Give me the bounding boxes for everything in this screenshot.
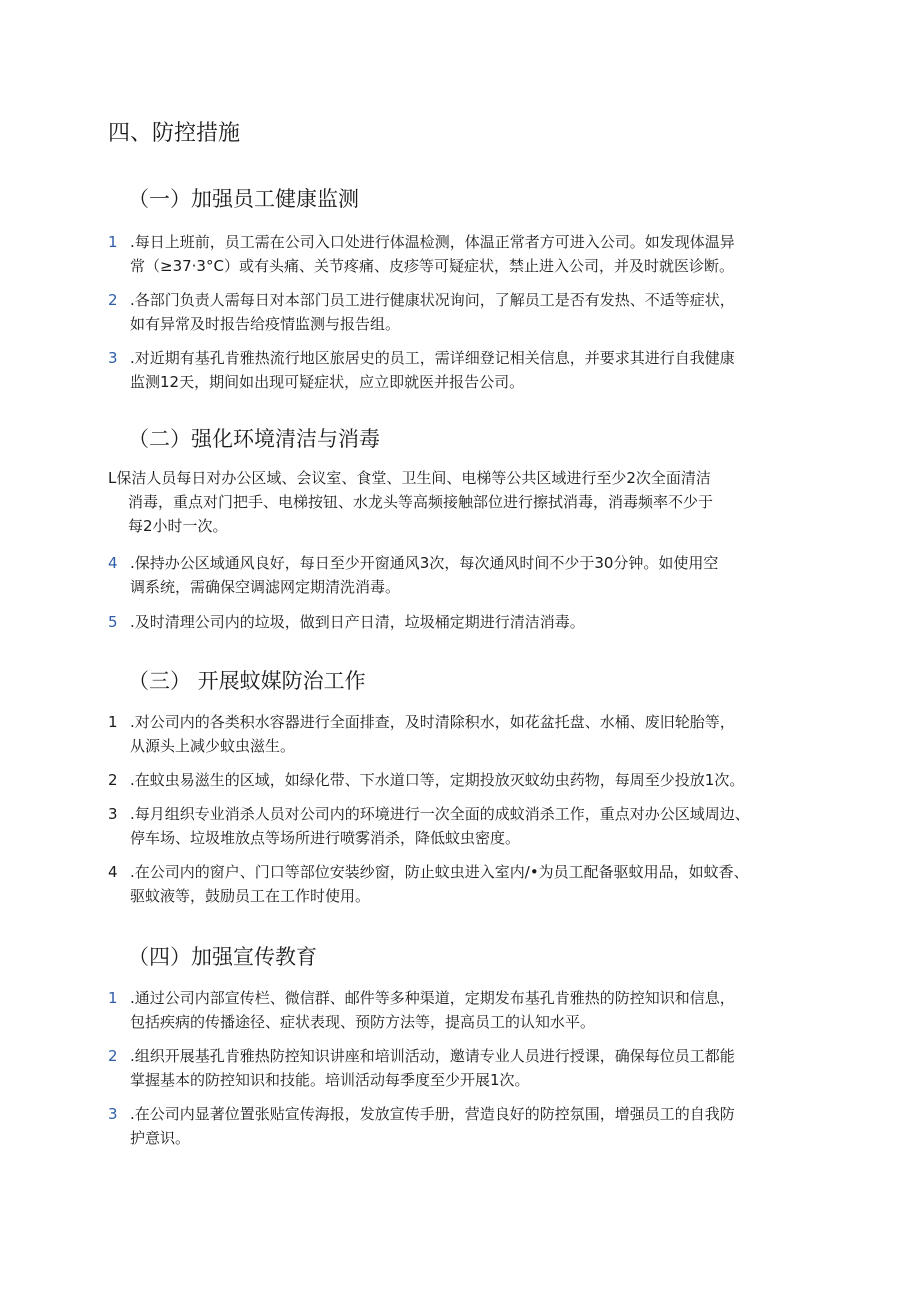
item-text-line: .在公司内显著位置张贴宣传海报，发放宣传手册，营造良好的防控氛围，增强员工的自我防 <box>130 1105 735 1123</box>
item-text-line: .各部门负责人需每日对本部门员工进行健康状况询问，了解员工是否有发热、不适等症状， <box>130 291 735 309</box>
item-text-line: .组织开展基孔肯雅热防控知识讲座和培训活动，邀请专业人员进行授课，确保每位员工都能 <box>130 1047 735 1065</box>
item-text-line: 包括疾病的传播途径、症状表现、预防方法等，提高员工的认知水平。 <box>130 1013 596 1031</box>
item-number: 3 <box>108 805 118 823</box>
section-title: （三） 开展蚊媒防治工作 <box>128 669 366 693</box>
item-text-line: 每2小时一次。 <box>128 517 228 535</box>
item-text-line: 掌握基本的防控知识和技能。培训活动每季度至少开展1次。 <box>130 1071 530 1089</box>
item-text-line: 从源头上减少蚊虫滋生。 <box>130 737 296 755</box>
item-text-line: .每月组织专业消杀人员对公司内的环境进行一次全面的成蚊消杀工作，重点对办公区域周边、 <box>130 805 750 823</box>
item-number: 1 <box>108 233 118 251</box>
item-text-line: .对近期有基孔肯雅热流行地区旅居史的员工，需详细登记相关信息，并要求其进行自我健康 <box>130 349 735 367</box>
item-number: 2 <box>108 291 118 309</box>
item-text-line: 常（≥37·3°C）或有头痛、关节疼痛、皮疹等可疑症状，禁止进入公司，并及时就医诊断。 <box>130 257 734 275</box>
item-number: 1 <box>108 989 118 1007</box>
item-number: 2 <box>108 1047 118 1065</box>
item-text-line: 调系统，需确保空调滤网定期清洗消毒。 <box>130 578 401 596</box>
item-number: 2 <box>108 771 118 789</box>
item-number: 3 <box>108 349 118 367</box>
item-text-line: .在蚊虫易滋生的区域，如绿化带、下水道口等，定期投放灭蚊幼虫药物，每周至少投放1次。 <box>130 771 745 789</box>
section-title: （二）强化环境清洁与消毒 <box>128 427 380 451</box>
item-text-line: 驱蚊液等，鼓励员工在工作时使用。 <box>130 887 371 905</box>
item-number: 4 <box>108 863 118 881</box>
item-number: 4 <box>108 554 118 572</box>
item-text-line: .保持办公区域通风良好，每日至少开窗通风3次，每次通风时间不少于30分钟。如使用空 <box>130 554 719 572</box>
item-text-line: .通过公司内部宣传栏、微信群、邮件等多种渠道，定期发布基孔肯雅热的防控知识和信息， <box>130 989 735 1007</box>
item-text-line: .及时清理公司内的垃圾，做到日产日清，垃圾桶定期进行清洁消毒。 <box>130 613 585 631</box>
item-text-line: 监测12天，期间如出现可疑症状，应立即就医并报告公司。 <box>130 373 525 391</box>
item-text-line: 停车场、垃圾堆放点等场所进行喷雾消杀，降低蚊虫密度。 <box>130 829 521 847</box>
item-text-line: 如有异常及时报告给疫情监测与报告组。 <box>130 315 401 333</box>
item-text-line: 护意识。 <box>130 1129 191 1147</box>
item-number: 3 <box>108 1105 118 1123</box>
item-number: 5 <box>108 613 118 631</box>
item-number: 1 <box>108 713 118 731</box>
item-text-line: 消毒，重点对门把手、电梯按钮、水龙头等高频接触部位进行擦拭消毒，消毒频率不少于 <box>128 493 714 511</box>
page-heading: 四、防控措施 <box>108 121 241 146</box>
item-text-line: .对公司内的各类积水容器进行全面排查，及时清除积水，如花盆托盘、水桶、废旧轮胎等， <box>130 713 735 731</box>
section-title: （一）加强员工健康监测 <box>128 187 359 211</box>
item-text-line: .在公司内的窗户、门口等部位安装纱窗，防止蚊虫进入室内/•为员工配备驱蚊用品，如蚊香、 <box>130 863 749 881</box>
item-text-line: .每日上班前，员工需在公司入口处进行体温检测，体温正常者方可进入公司。如发现体温异 <box>130 233 735 251</box>
item-text-line: L保洁人员每日对办公区域、会议室、食堂、卫生间、电梯等公共区域进行至少2次全面清洁 <box>108 469 711 487</box>
section-title: （四）加强宣传教育 <box>128 945 317 969</box>
